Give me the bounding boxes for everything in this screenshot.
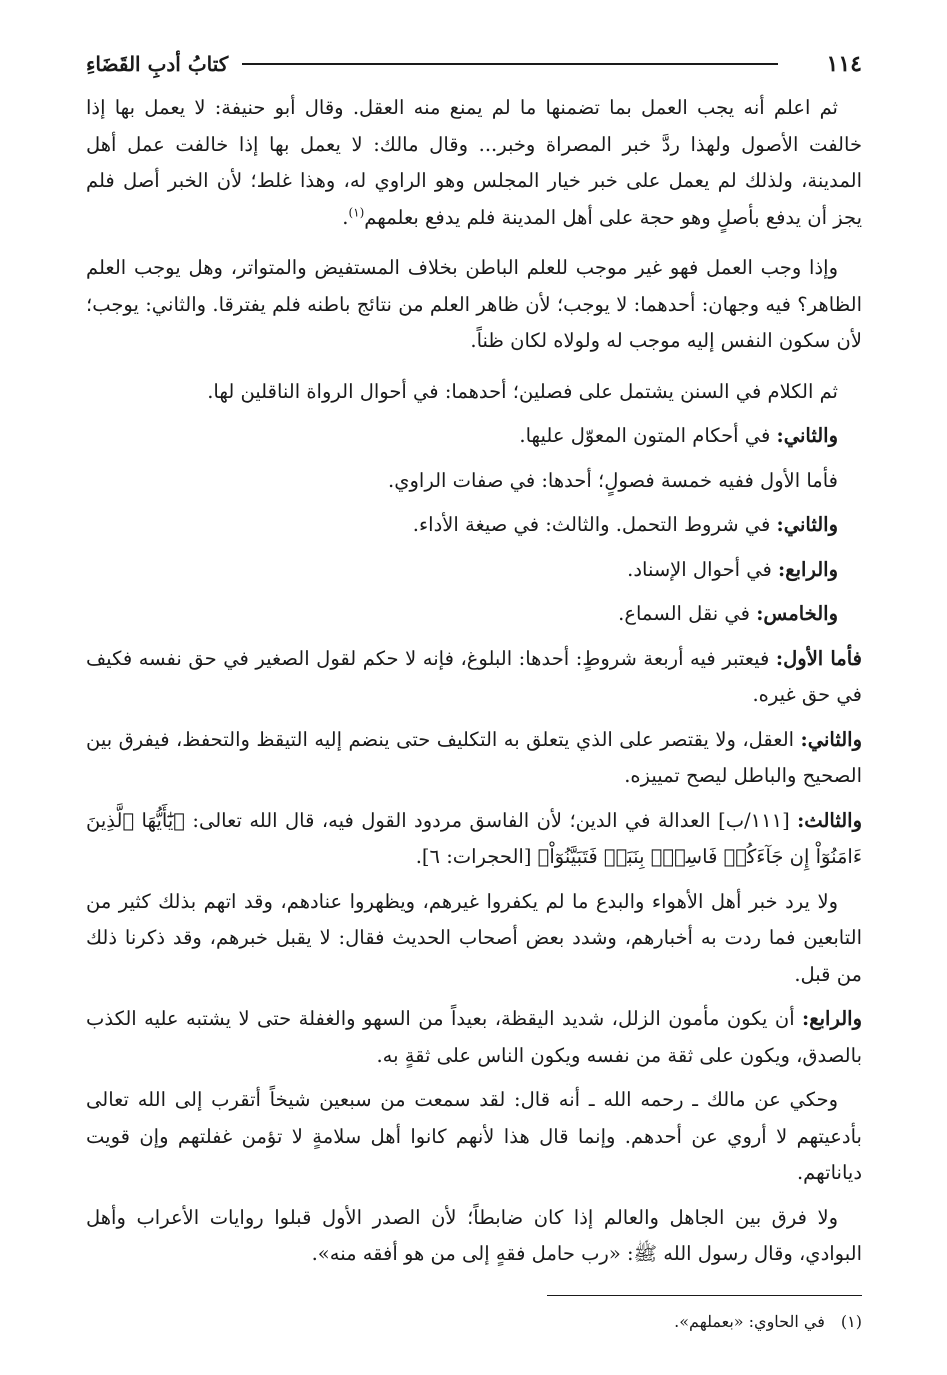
paragraph-text: فأما الأول ففيه خمسة فصولٍ؛ أحدها: في صفات الراوي. <box>388 468 838 492</box>
page-header <box>86 44 862 84</box>
paragraph <box>86 90 862 236</box>
paragraph <box>86 1082 862 1192</box>
header-rule <box>242 63 778 65</box>
footnote-rule <box>547 1295 862 1297</box>
paragraph <box>86 884 862 994</box>
body-text <box>86 90 862 1273</box>
paragraph <box>86 1200 862 1273</box>
paragraph-text: فيعتبر فيه أربعة شروطٍ: أحدها: البلوغ، فإنه لا حكم لقول الصغير في حق نفسه فكيف في حق غيره. <box>86 646 862 706</box>
paragraph-text: [١١١/ب] العدالة في الدين؛ لأن الفاسق مردود القول فيه، قال الله تعالى: ﴿يَٰٓأَيُّهَا ٱلَّذِينَ ءَامَنُوٓاْ إِن جَآءَكُمۡ فَاسِقُۢ بِنَبَإٖ فَتَبَيَّنُوٓاْ﴾ [الحجرات: ٦]. <box>86 808 862 868</box>
paragraph <box>86 722 862 795</box>
paragraph-text: العقل، ولا يقتصر على الذي يتعلق به التكليف حتى ينضم إليه التيقظ والتحفظ، فيفرق بين الصحيح والباطل ليصح تمييزه. <box>86 727 862 787</box>
paragraph <box>86 1001 862 1074</box>
paragraph-lead: والرابع: <box>778 557 838 581</box>
paragraph <box>86 641 862 714</box>
paragraph-lead: والخامس: <box>756 602 838 625</box>
paragraph-text: في شروط التحمل. والثالث: في صيغة الأداء. <box>412 513 777 536</box>
paragraph <box>86 552 862 589</box>
book-page <box>86 44 862 1334</box>
book-title: كتابُ أدبِ القَضَاءِ <box>86 52 229 76</box>
footnote-text: في الحاوي: «بعملهم». <box>674 1312 825 1331</box>
paragraph <box>86 507 862 544</box>
paragraph-lead: والرابع: <box>802 1007 862 1030</box>
paragraph-lead: والثاني: <box>776 513 838 536</box>
page-number: ١١٤ <box>826 51 862 77</box>
paragraph <box>86 803 862 876</box>
paragraph-text: في أحكام المتون المعوّل عليها. <box>519 424 777 447</box>
paragraph-text: ولا يرد خبر أهل الأهواء والبدع ما لم يكفروا غيرهم، ويظهروا عنادهم، وقد اتهم بذلك كثير من التابعين فما ردت به أخبارهم، وشدد بعض أصحاب الحديث فقال: لا يقبل خبرهم، وقد ذكرنا ذلك من قبل. <box>86 889 862 986</box>
paragraph <box>86 463 862 500</box>
paragraph-lead: والثاني: <box>800 727 862 751</box>
paragraph-text: أن يكون مأمون الزلل، شديد اليقظة، بعيداً من السهو والغفلة حتى لا يشتبه عليه الكذب بالصدق، ويكون على ثقة من نفسه ويكون الناس على ثقةٍ به. <box>86 1007 862 1067</box>
paragraph <box>86 374 862 411</box>
paragraph-text: ثم اعلم أنه يجب العمل بما تضمنها ما لم يمنع منه العقل. وقال أبو حنيفة: لا يعمل بها إذا خالفت الأصول ولهذا ردَّ خبر المصراة وخبر... وقال مالك: لا يعمل بها إذا خالفت عمل أهل المدينة، ولذلك لم يعمل على خبر خيار المجلس وهو الراوي له، وهذا غلط؛ لأن الخبر أصل فلم يجز أن يدفع بأصلٍ وهو حجة على أهل المدينة فلم يدفع بعلمهم <box>86 96 862 229</box>
paragraph-lead: فأما الأول: <box>775 646 863 670</box>
footnote <box>86 1310 862 1334</box>
paragraph-text: ولا فرق بين الجاهل والعالم إذا كان ضابطاً؛ لأن الصدر الأول قبلوا روايات الأعراب وأهل البوادي، وقال رسول الله ﷺ: «رب حامل فقهٍ إلى من هو أفقه منه». <box>86 1205 862 1265</box>
footnote-marker: (١) <box>348 205 365 219</box>
paragraph-lead: والثاني: <box>776 424 838 447</box>
paragraph-text: وحكي عن مالك ـ رحمه الله ـ أنه قال: لقد سمعت من سبعين شيخاً أتقرب إلى الله تعالى بأدعيتهم لا أروي عن أحدهم. وإنما قال هذا لأنهم كانوا أهل سلامةٍ لا تؤمن غفلتهم وإن قويت دياناتهم. <box>86 1088 862 1184</box>
paragraph-text: في نقل السماع. <box>618 602 757 625</box>
paragraph-end: . <box>342 205 349 229</box>
paragraph-text: في أحوال الإسناد. <box>627 557 779 581</box>
paragraph-lead: والثالث: <box>797 808 862 832</box>
paragraph <box>86 596 862 633</box>
paragraph-text: وإذا وجب العمل فهو غير موجب للعلم الباطن بخلاف المستفيض والمتواتر، وهل يوجب العلم الظاهر؟ فيه وجهان: أحدهما: لا يوجب؛ لأن ظاهر العلم من نتائج باطنه فلم يفترقا. والثاني: يوجب؛ لأن سكون النفس إليه موجب له ولولاه لكان ظناً. <box>86 256 862 352</box>
paragraph <box>86 250 862 360</box>
paragraph-text: ثم الكلام في السنن يشتمل على فصلين؛ أحدهما: في أحوال الرواة الناقلين لها. <box>207 379 838 403</box>
footnote-number: (١) <box>840 1312 862 1331</box>
paragraph <box>86 418 862 455</box>
